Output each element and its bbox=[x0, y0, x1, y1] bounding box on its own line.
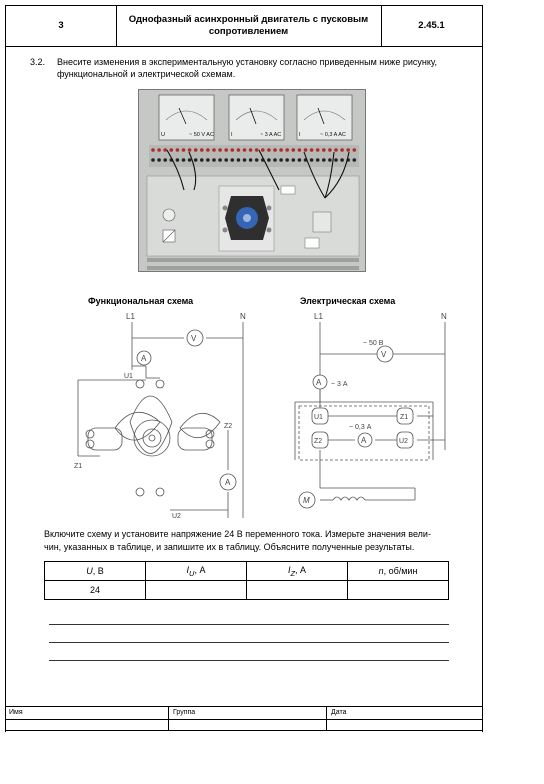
func-label-z1: Z1 bbox=[74, 463, 83, 470]
socket bbox=[316, 148, 320, 152]
socket bbox=[237, 148, 241, 152]
footer-table bbox=[5, 706, 483, 731]
socket bbox=[163, 148, 167, 152]
answer-line[interactable] bbox=[49, 642, 449, 643]
socket bbox=[224, 148, 228, 152]
socket bbox=[261, 148, 265, 152]
footer-row-divider bbox=[6, 719, 482, 720]
func-label-a2: A bbox=[225, 478, 231, 487]
results-table bbox=[44, 561, 449, 600]
elec-label-a1: A bbox=[316, 378, 322, 387]
setup-photo bbox=[138, 89, 366, 272]
socket bbox=[353, 158, 357, 162]
elec-label-a2-range: ~ 0,3 А bbox=[349, 424, 372, 431]
socket bbox=[163, 158, 167, 162]
socket bbox=[310, 158, 314, 162]
table-cell-n[interactable] bbox=[348, 581, 449, 600]
socket bbox=[328, 148, 332, 152]
table-cell-u[interactable]: 24 bbox=[45, 581, 146, 600]
func-label-l1: L1 bbox=[126, 312, 135, 321]
elec-label-a2: A bbox=[361, 436, 367, 445]
socket bbox=[170, 148, 174, 152]
socket bbox=[340, 158, 344, 162]
socket bbox=[218, 148, 222, 152]
func-label-u1: U1 bbox=[124, 373, 133, 380]
elec-label-m: M bbox=[303, 496, 310, 505]
socket bbox=[157, 148, 161, 152]
elec-label-z2: Z2 bbox=[314, 438, 323, 445]
socket bbox=[304, 148, 308, 152]
socket bbox=[255, 148, 259, 152]
func-label-z2: Z2 bbox=[224, 423, 233, 430]
footer-date-label: Дата bbox=[331, 709, 347, 716]
socket bbox=[255, 158, 259, 162]
elec-label-v-range: ~ 50 В bbox=[363, 340, 384, 347]
socket bbox=[285, 148, 289, 152]
socket bbox=[151, 148, 155, 152]
instruction-line1: Включите схему и установите напряжение 24 В переменного тока. Измерьте значения вели- bbox=[44, 529, 431, 539]
socket bbox=[218, 158, 222, 162]
socket bbox=[334, 148, 338, 152]
functional-diagram bbox=[60, 310, 260, 524]
table-header: U, В bbox=[45, 562, 146, 581]
setup-photo-drawing bbox=[139, 90, 366, 272]
item-number: 3.2. bbox=[30, 57, 46, 67]
socket bbox=[328, 158, 332, 162]
socket bbox=[279, 158, 283, 162]
socket bbox=[212, 158, 216, 162]
socket bbox=[176, 148, 180, 152]
func-label-v: V bbox=[191, 334, 197, 343]
socket bbox=[200, 148, 204, 152]
table-row bbox=[45, 581, 449, 600]
instruction-line2: чин, указанных в таблице, и запишите их в таблицу. Объясните полученные результаты. bbox=[44, 542, 415, 552]
meter-label-i2: I bbox=[299, 132, 301, 138]
socket bbox=[310, 148, 314, 152]
socket bbox=[249, 158, 253, 162]
socket bbox=[243, 148, 247, 152]
meter-label-v: ~ 50 V AC bbox=[189, 132, 214, 138]
header-number: 3 bbox=[6, 6, 117, 46]
socket bbox=[157, 158, 161, 162]
socket bbox=[231, 158, 235, 162]
functional-caption: Функциональная схема bbox=[88, 296, 194, 306]
elec-label-z1: Z1 bbox=[400, 414, 409, 421]
socket bbox=[292, 158, 296, 162]
answer-line[interactable] bbox=[49, 624, 449, 625]
header-table bbox=[5, 5, 483, 47]
socket bbox=[298, 148, 302, 152]
socket bbox=[224, 158, 228, 162]
socket bbox=[340, 148, 344, 152]
socket bbox=[188, 158, 192, 162]
footer-name-label: Имя bbox=[9, 709, 23, 716]
socket bbox=[273, 158, 277, 162]
socket bbox=[194, 158, 198, 162]
socket bbox=[322, 148, 326, 152]
elec-label-u2: U2 bbox=[399, 438, 408, 445]
frame-left bbox=[5, 46, 6, 732]
item-text-line2: функциональной и электрической схемам. bbox=[57, 69, 236, 79]
socket bbox=[237, 158, 241, 162]
socket bbox=[316, 158, 320, 162]
socket bbox=[182, 148, 186, 152]
socket bbox=[200, 158, 204, 162]
socket bbox=[273, 148, 277, 152]
socket bbox=[267, 158, 271, 162]
func-label-u2: U2 bbox=[172, 513, 181, 520]
table-cell-iu[interactable] bbox=[146, 581, 247, 600]
socket bbox=[334, 158, 338, 162]
header-title: Однофазный асинхронный двигатель с пусковым сопротивлением bbox=[116, 6, 382, 46]
answer-line[interactable] bbox=[49, 660, 449, 661]
socket bbox=[285, 158, 289, 162]
table-header: $I_U$, А bbox=[146, 562, 247, 581]
socket bbox=[182, 158, 186, 162]
elec-label-l1: L1 bbox=[314, 312, 323, 321]
header-code: 2.45.1 bbox=[418, 20, 445, 31]
socket bbox=[212, 148, 216, 152]
func-label-a: A bbox=[141, 354, 147, 363]
socket bbox=[279, 148, 283, 152]
table-header: $I_Z$, А bbox=[247, 562, 348, 581]
electrical-caption: Электрическая схема bbox=[300, 296, 396, 306]
item-text-line1: Внесите изменения в экспериментальную установку согласно приведенным ниже рисунку, bbox=[57, 57, 437, 67]
func-label-n: N bbox=[240, 312, 246, 321]
socket bbox=[298, 158, 302, 162]
socket bbox=[194, 148, 198, 152]
frame-right bbox=[482, 46, 483, 732]
socket bbox=[231, 148, 235, 152]
socket bbox=[292, 148, 296, 152]
elec-label-v: V bbox=[381, 350, 387, 359]
electrical-diagram bbox=[285, 310, 465, 524]
elec-label-u1: U1 bbox=[314, 414, 323, 421]
socket bbox=[151, 158, 155, 162]
socket bbox=[322, 158, 326, 162]
socket bbox=[243, 158, 247, 162]
table-header: n, об/мин bbox=[348, 562, 449, 581]
socket bbox=[188, 148, 192, 152]
elec-label-n: N bbox=[441, 312, 447, 321]
meter-label-u: U bbox=[161, 132, 165, 138]
elec-label-a1-range: ~ 3 А bbox=[331, 381, 348, 388]
meter-label-a2: ~ 0,3 A AC bbox=[320, 132, 346, 138]
table-header-row bbox=[45, 562, 449, 581]
meter-label-a: ~ 3 A AC bbox=[260, 132, 282, 138]
socket bbox=[346, 148, 350, 152]
table-cell-iz[interactable] bbox=[247, 581, 348, 600]
socket bbox=[353, 148, 357, 152]
footer-group-label: Группа bbox=[173, 709, 196, 716]
instruction-text bbox=[44, 528, 454, 554]
socket bbox=[267, 148, 271, 152]
socket bbox=[249, 148, 253, 152]
socket bbox=[206, 158, 210, 162]
socket bbox=[206, 148, 210, 152]
meter-label-i: I bbox=[231, 132, 233, 138]
socket bbox=[176, 158, 180, 162]
